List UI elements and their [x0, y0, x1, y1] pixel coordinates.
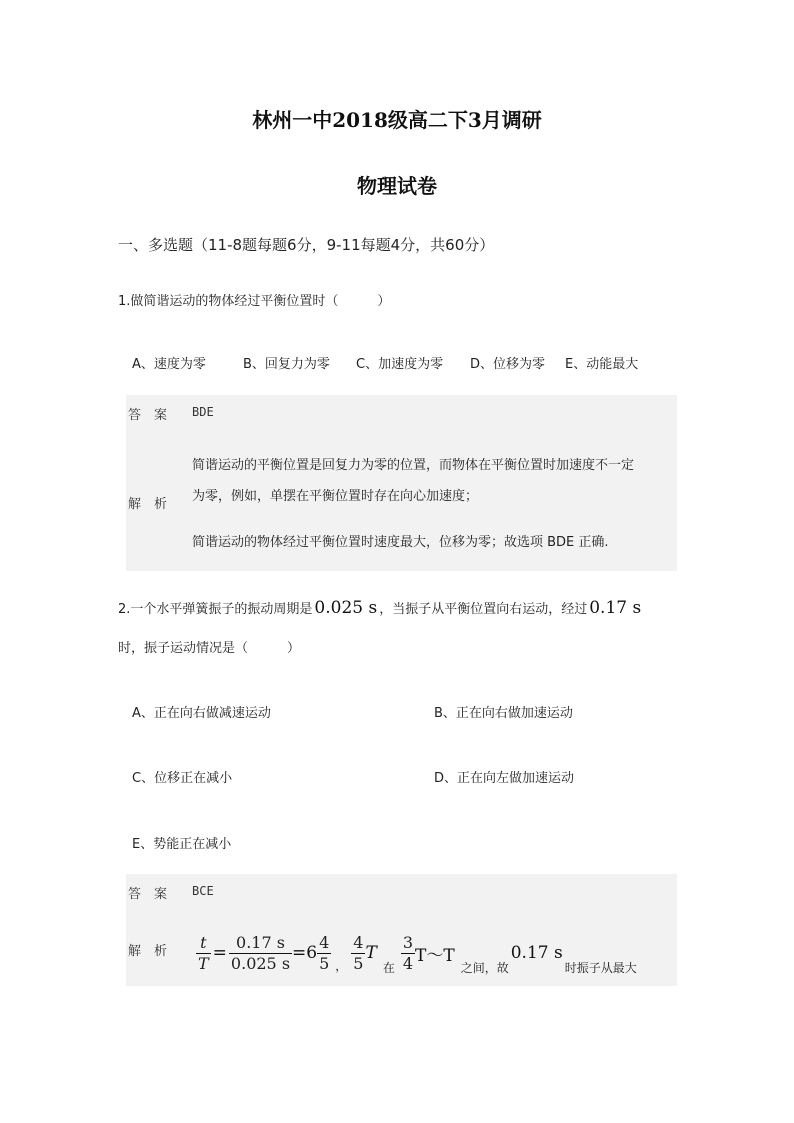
formula-range: T～T	[415, 945, 455, 966]
question-1-stem: 1.做简谐运动的物体经过平衡位置时（ ）	[118, 294, 391, 309]
formula-eq: =6	[292, 943, 318, 963]
formula-ratio-num: 0.17 s	[229, 933, 292, 954]
formula-frac-3-4	[401, 933, 415, 974]
q1-option-a: A、速度为零	[132, 357, 206, 372]
q1-answer-label: 答 案	[128, 408, 168, 423]
frac-4-5-num: 4	[319, 932, 330, 952]
q1-option-b: B、回复力为零	[243, 357, 330, 372]
q2-stem-part1: 2.一个水平弹簧振子的振动周期是	[118, 602, 313, 617]
formula-tail1: 之间，故	[460, 961, 509, 975]
q2-answer-label: 答 案	[128, 887, 168, 902]
q2-analysis-label: 解 析	[128, 944, 168, 959]
frac-3-4-den: 4	[402, 953, 414, 973]
q2-time: 0.17 s	[589, 598, 642, 618]
formula-t-over-T	[196, 933, 211, 974]
formula-tail2: 时振子从最大	[564, 961, 637, 975]
frac-4-5b-den: 5	[353, 953, 364, 973]
q2-answer-value: BCE	[192, 884, 214, 898]
q1-analysis-label: 解 析	[128, 497, 168, 512]
formula-tval: 0.17 s	[510, 943, 563, 963]
formula-T: T	[198, 953, 209, 973]
q2-option-a: A、正在向右做减速运动	[132, 706, 271, 721]
page-subtitle: 物理试卷	[357, 174, 437, 198]
formula-frac-4-5-b	[351, 933, 365, 974]
q2-analysis-formula: $\frac{t}{T}$ = $\frac{0.17 s}{0.025 s}$ =6 $\frac{4}{5}$ ， $\frac{4}{5}$ T 在 $\frac{3}{4}$ T～T 之间，故 0.17 s 时振子从最大	[196, 928, 637, 978]
frac-4-5-den: 5	[319, 953, 330, 973]
q2-option-c: C、位移正在减小	[132, 771, 233, 786]
q1-answer-value: BDE	[192, 405, 214, 419]
q2-option-b: B、正在向右做加速运动	[434, 706, 573, 721]
section-heading: 一、多选题（11-8题每题6分，9-11每题4分，共60分）	[118, 236, 495, 254]
formula-T2: T	[365, 943, 377, 963]
formula-ratio-den: 0.025 s	[230, 953, 291, 973]
formula-ratio	[229, 933, 292, 974]
question-2-stem	[118, 598, 643, 618]
q1-option-e: E、动能最大	[565, 357, 639, 372]
formula-t: t	[196, 933, 211, 954]
formula-zai: 在	[382, 961, 395, 975]
question-2-stem-line2: 时，振子运动情况是（ ）	[118, 641, 301, 656]
q1-analysis-line-1: 简谐运动的平衡位置是回复力为零的位置，而物体在平衡位置时加速度不一定	[192, 458, 635, 473]
formula-comma: ，	[335, 959, 348, 973]
q2-period: 0.025 s	[314, 598, 378, 618]
q2-option-d: D、正在向左做加速运动	[434, 771, 575, 786]
q2-stem-part2: ，当振子从平衡位置向右运动，经过	[379, 602, 588, 617]
q1-analysis-line-2: 为零，例如，单摆在平衡位置时存在向心加速度；	[192, 489, 479, 504]
page-title: 林州一中2018级高二下3月调研	[252, 108, 542, 132]
q1-option-d: D、位移为零	[470, 357, 546, 372]
formula-frac-4-5	[317, 933, 331, 974]
q1-option-c: C、加速度为零	[356, 357, 444, 372]
q1-analysis-line-3: 简谐运动的物体经过平衡位置时速度最大，位移为零；故选项 BDE 正确.	[192, 535, 609, 550]
q2-option-e: E、势能正在减小	[132, 837, 232, 852]
frac-4-5b-num: 4	[353, 932, 364, 952]
frac-3-4-num: 3	[402, 932, 414, 952]
